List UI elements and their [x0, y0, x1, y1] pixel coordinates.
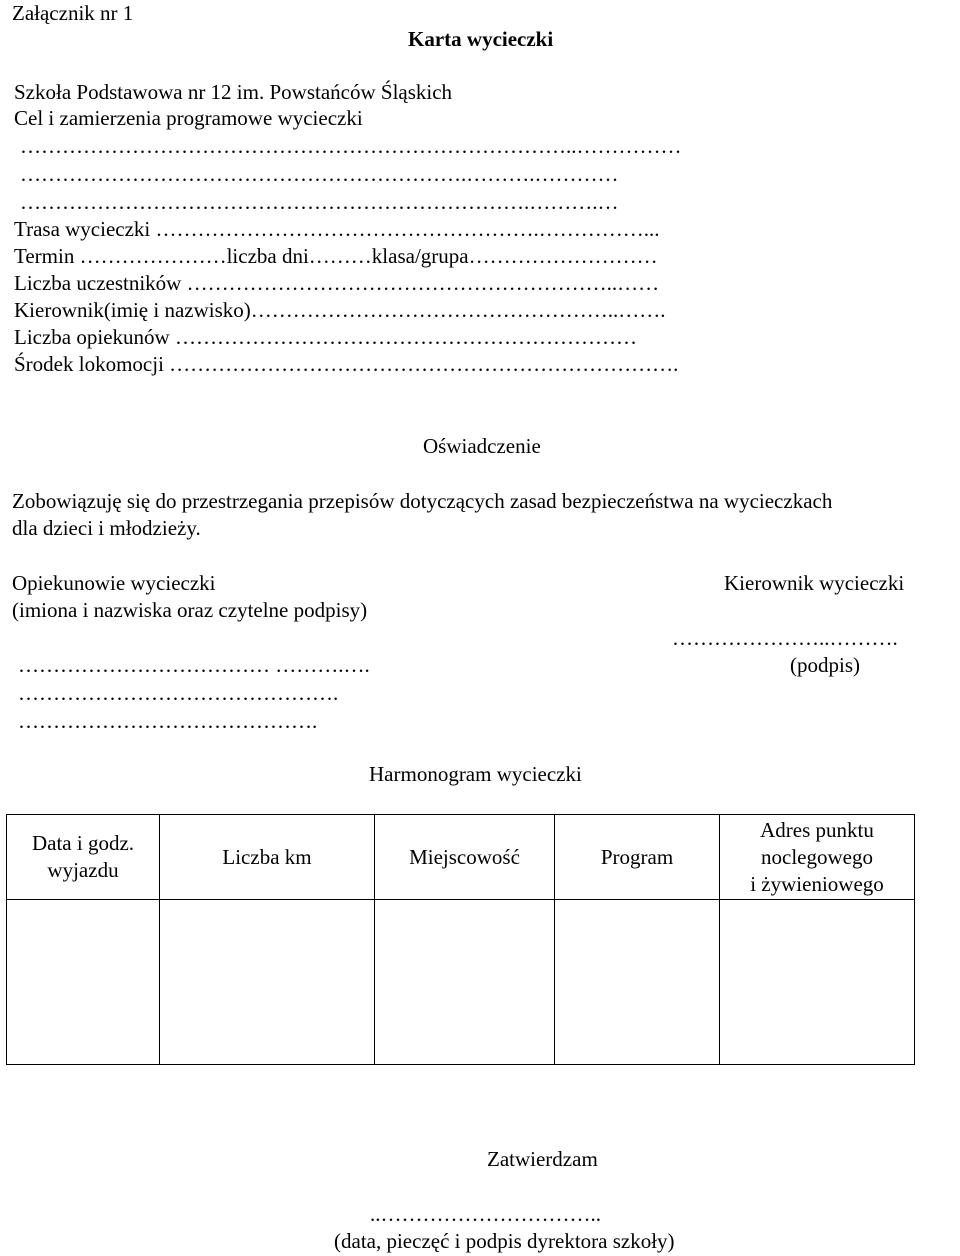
approval-sign-line: ..………………………….. — [370, 1202, 601, 1226]
schedule-title: Harmonogram wycieczki — [369, 762, 582, 786]
declaration-text-2: dla dzieci i młodzieży. — [12, 516, 201, 540]
declaration-text-1: Zobowiązuję się do przestrzegania przepisów dotyczących zasad bezpieczeństwa na wycieczkach — [12, 489, 833, 513]
schedule-table — [6, 814, 915, 1065]
cell-place[interactable] — [375, 900, 555, 1065]
school-name: Szkoła Podstawowa nr 12 im. Powstańców Śląskich — [14, 80, 453, 104]
guardians-title: Opiekunowie wycieczki — [12, 571, 216, 595]
header-place-label: Miejscowość — [409, 844, 520, 869]
goals-label: Cel i zamierzenia programowe wycieczki — [14, 106, 363, 130]
declaration-title: Oświadczenie — [423, 434, 541, 458]
header-date-time — [7, 815, 160, 900]
header-km-label: Liczba km — [222, 844, 312, 869]
leader-sign-line: …………………..………. — [672, 626, 898, 650]
header-program-label: Program — [600, 844, 674, 869]
table-header-row — [7, 815, 915, 900]
guardians-count-line: Liczba opiekunów ………………………………………………………… — [14, 325, 637, 349]
guardians-sign-line-3: ……………………………………. — [18, 709, 318, 733]
header-place — [375, 815, 555, 900]
header-address — [720, 815, 915, 900]
leader-line: Kierownik(imię i nazwisko)……………………………………………..……. — [14, 298, 666, 322]
header-km — [160, 815, 375, 900]
header-date-time-line-1: Data i godz. — [31, 831, 135, 855]
approval-title: Zatwierdzam — [487, 1147, 598, 1171]
guardians-sign-line-2: ………………………………………. — [18, 681, 339, 705]
cell-date-time[interactable] — [7, 900, 160, 1065]
term-line: Termin …………………liczba dni………klasa/grupa……………………… — [14, 244, 658, 268]
cell-program[interactable] — [555, 900, 720, 1065]
header-address-line-3: i żywieniowego — [750, 871, 884, 896]
leader-sign-note: (podpis) — [790, 653, 860, 677]
page-title: Karta wycieczki — [408, 27, 554, 51]
approval-note: (data, pieczęć i podpis dyrektora szkoły) — [334, 1229, 675, 1253]
table-row — [7, 900, 915, 1065]
route-line: Trasa wycieczki ……………………………………………….……………... — [14, 217, 660, 241]
leader-title: Kierownik wycieczki — [724, 571, 905, 595]
header-address-line-1: Adres punktu — [760, 817, 874, 842]
goals-line-3: ……………………………………………………………….……….… — [20, 190, 619, 214]
annex-label: Załącznik nr 1 — [12, 1, 134, 25]
header-address-line-2: noclegowego — [761, 844, 873, 869]
transport-line: Środek lokomocji ………………………………………………………………. — [14, 352, 679, 376]
guardians-sign-line-1: ……………………………… ……….…. — [18, 653, 370, 677]
goals-line-1: ……………………………………………………………………..…………… — [20, 134, 682, 158]
participants-line: Liczba uczestników ……………………………………………………..…… — [14, 271, 660, 295]
goals-line-2: ……………………………………………………….……….………… — [20, 162, 619, 186]
header-program — [555, 815, 720, 900]
cell-address[interactable] — [720, 900, 915, 1065]
guardians-note: (imiona i nazwiska oraz czytelne podpisy) — [12, 598, 368, 622]
header-date-time-line-2: wyjazdu — [47, 858, 119, 882]
cell-km[interactable] — [160, 900, 375, 1065]
